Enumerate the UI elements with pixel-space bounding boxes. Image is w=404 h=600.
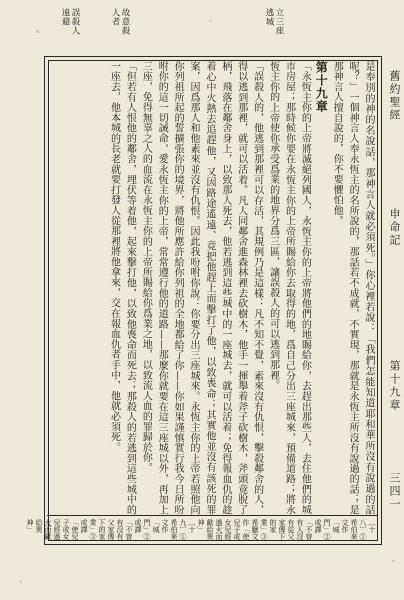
paper-speck — [210, 20, 212, 22]
paper-speck — [392, 560, 395, 562]
page-number: 三四一 — [388, 472, 401, 511]
intro-paragraph: 是奉別的神的名說話，那神言人就必須死。」你心裡若說：「我們怎能知道耶和華所沒有說過的話呢？」一個神言人奉永恆主的名所說的，那話若不成就，不實現，那就是永恆主所沒有說過的話；是那神言人擅自說的，你不要懼怕他。 — [331, 61, 374, 515]
margin-note-cities-of-refuge: 立三座 逃城 — [264, 8, 284, 35]
margin-note-murderer: 故意殺 人者 — [110, 8, 130, 35]
paragraph: 「永恆主你的上帝將滅絕列國人，永恆主你的上帝將他們的地賜給你，去趕出那些人，去住他們的城市房屋；那時候你要在永恆主你的上帝所賜給你去取得的地，爲自己分出三座城來，預備道路；將永恆主你的上帝使你承受爲業的地界分爲三區，讓誤殺人的可以逃到那裡。 — [267, 61, 311, 515]
chapter-heading: 第十九章 — [314, 61, 329, 113]
chapter-number: 第十九章 — [388, 360, 401, 412]
paper-speck — [20, 580, 22, 583]
book-name: 申命記 — [388, 208, 401, 247]
running-header — [386, 60, 402, 540]
footnote-line: 〔十八〕①希伯來文作「城門」②或譯「不曾有人沒有從父家傳下的家業」③希臘文作「使兒子或女兒經過火而獻給異神」 — [197, 519, 376, 540]
paragraph: 「但若有人恨他的鄰舍，埋伏等着他，起來擊打他，以致他喪命而死去；那殺人的若逃到這些城中的一座去，他本城的長老就要打發人從那裡將他拿來，交在報血仇者手中，他就必須死。 — [108, 61, 136, 515]
margin-note-manslayer: 誤殺人 遠避 — [60, 8, 80, 35]
footnote-separator — [47, 515, 377, 516]
bible-title: 舊約聖經 — [388, 70, 401, 122]
footnotes — [26, 519, 376, 541]
paper-speck — [36, 30, 39, 33]
paragraph: 「誤殺人的，他逃到那裡可以存活，其規例乃是這樣：凡不知不覺，素來沒有仇恨，擊殺鄰舍的人，得以逃到那裡，就可以活着。凡人同鄰舍進森林裡去砍樹木，他手一揮舉着斧子砍樹木，斧頭竟脫了柄，飛落在鄰舍身上，以致那人死去，他若逃到這些城中的一座城去，就可以活着；免得報血仇的趁着心中火熱去追趕他，又因路途遙遠、竟把他趕上而擊打了他，以致喪命；其實他並沒有該死的罪案，因爲那人和他素來並沒有仇恨。因此我吩咐你說：你要分出三座城來。永恆主你的上帝若照他向你列祖所起的誓擴張你的境界，將他所應許給你列祖的全地都給了你——你如果謹慎實行我今日所吩咐你的這一切誡命，愛永恆主你的上帝，常常遵行他的道路——那麼你就要在這三座城以外，再加上三座，免得無辜之人的血流在永恆主你的上帝所賜給你爲業之地，以致流人血的罪歸於你。 — [140, 61, 263, 515]
body-text — [52, 61, 376, 515]
footnote-line: 〔十九〕①希伯來文作「城門」②或譯「不曾有沒有父家傳下的家業」③或譯「使兒子或女兒經過火而獻給異神」 — [26, 519, 196, 540]
